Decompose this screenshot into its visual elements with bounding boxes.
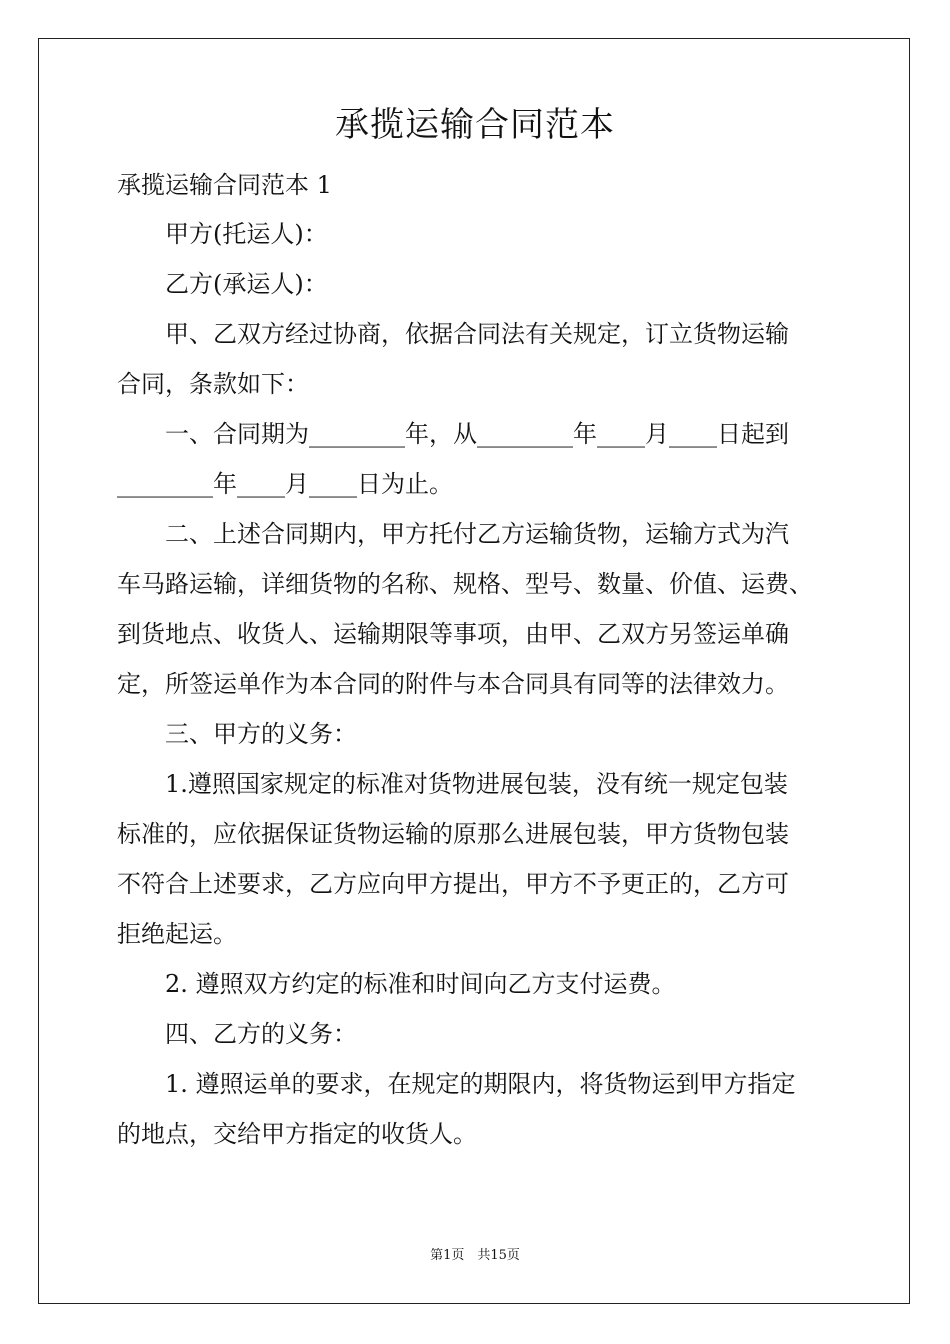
text-line-clause3-heading: 三、甲方的义务： [165, 720, 357, 748]
text-line-clause2-4: 定，所签运单作为本合同的附件与本合同具有同等的法律效力。 [117, 670, 789, 698]
text-line-clause1-1: 一、合同期为________年，从________年____月____日起到 [165, 420, 789, 448]
text-line-clause3-item1-1: 1.遵照国家规定的标准对货物进展包装，没有统一规定包装 [165, 770, 788, 798]
text-line-intro-1: 甲、乙双方经过协商，依据合同法有关规定，订立货物运输 [165, 320, 789, 348]
text-line-clause2-2: 车马路运输，详细货物的名称、规格、型号、数量、价值、运费、 [117, 570, 813, 598]
text-line-clause3-item1-4: 拒绝起运。 [117, 920, 237, 948]
text-line-party-b: 乙方(承运人)： [165, 270, 328, 298]
text-line-intro-2: 合同，条款如下： [117, 370, 309, 398]
text-line-clause3-item1-2: 标准的，应依据保证货物运输的原那么进展包装，甲方货物包装 [117, 820, 789, 848]
text-line-clause3-item1-3: 不符合上述要求，乙方应向甲方提出，甲方不予更正的，乙方可 [117, 870, 789, 898]
text-line-party-a: 甲方(托运人)： [165, 220, 328, 248]
text-line-clause2-3: 到货地点、收货人、运输期限等事项，由甲、乙双方另签运单确 [117, 620, 789, 648]
document-subtitle: 承揽运输合同范本 1 [117, 171, 332, 199]
text-line-clause4-item1-1: 1. 遵照运单的要求，在规定的期限内，将货物运到甲方指定 [165, 1070, 796, 1098]
document-title: 承揽运输合同范本 [335, 105, 615, 145]
text-line-clause1-2: ________年____月____日为止。 [117, 470, 453, 498]
text-line-clause2-1: 二、上述合同期内，甲方托付乙方运输货物，运输方式为汽 [165, 520, 789, 548]
text-line-clause4-item1-2: 的地点，交给甲方指定的收货人。 [117, 1120, 477, 1148]
text-line-clause4-heading: 四、乙方的义务： [165, 1020, 357, 1048]
page-footer: 第1页 共15页 [430, 1248, 520, 1263]
text-line-clause3-item2: 2. 遵照双方约定的标准和时间向乙方支付运费。 [165, 970, 676, 998]
